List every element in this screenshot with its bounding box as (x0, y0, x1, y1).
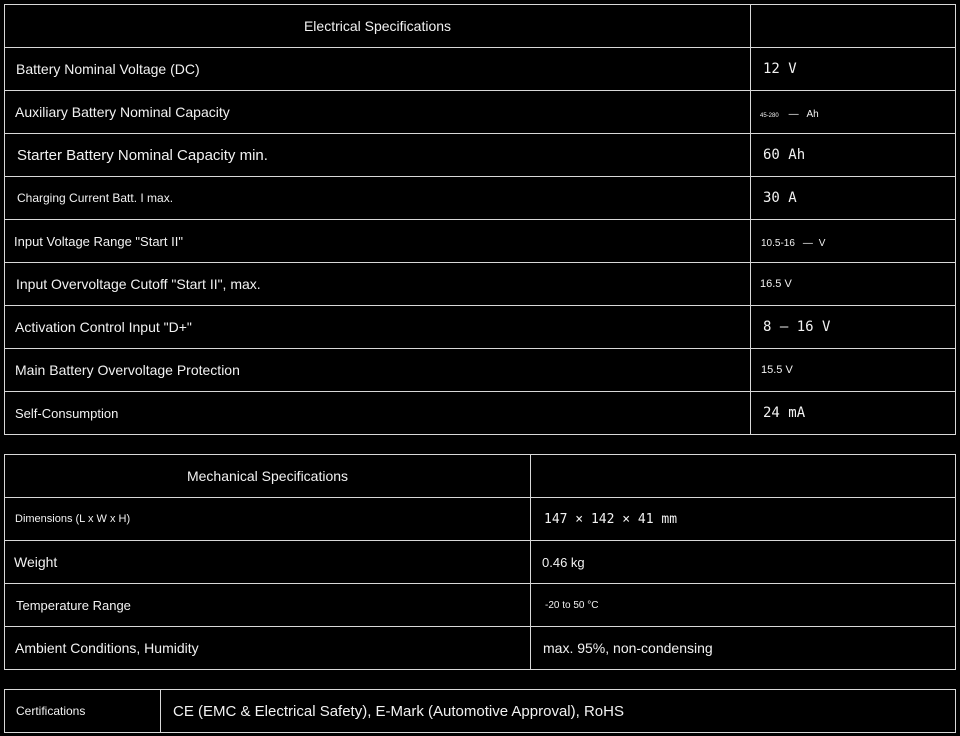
spec-value-range: 10.5-16 (761, 238, 795, 249)
table-row (5, 134, 956, 177)
table-row (5, 48, 956, 91)
table-row (5, 627, 956, 670)
spec-value: max. 95%, non-condensing (531, 627, 956, 670)
header-empty-cell (531, 455, 956, 498)
spec-value: 147 × 142 × 41 mm (531, 498, 956, 541)
spec-label: Starter Battery Nominal Capacity min. (5, 134, 751, 177)
table-header-row (5, 5, 956, 48)
spec-value (751, 220, 956, 263)
spec-label: Dimensions (L x W x H) (5, 498, 531, 541)
electrical-specifications-table (4, 4, 956, 435)
spec-label: Temperature Range (5, 584, 531, 627)
spec-label: Self-Consumption (5, 392, 751, 435)
spec-label: Auxiliary Battery Nominal Capacity (5, 91, 751, 134)
spec-value: -20 to 50 °C (531, 584, 956, 627)
table-row (5, 91, 956, 134)
certifications-value: CE (EMC & Electrical Safety), E-Mark (Automotive Approval), RoHS (161, 690, 956, 733)
spec-value-unit: V (818, 238, 826, 249)
spec-value: 60 Ah (751, 134, 956, 177)
spec-label: Activation Control Input "D+" (5, 306, 751, 349)
spec-label: Ambient Conditions, Humidity (5, 627, 531, 670)
spec-value-unit: Ah (806, 109, 819, 120)
spec-value: 15.5 V (751, 349, 956, 392)
table-row (5, 690, 956, 733)
spec-label: Charging Current Batt. I max. (5, 177, 751, 220)
mechanical-specifications-table (4, 454, 956, 670)
certifications-label: Certifications (5, 690, 161, 733)
table-row (5, 541, 956, 584)
spec-label: Input Voltage Range "Start II" (5, 220, 751, 263)
spec-label: Main Battery Overvoltage Protection (5, 349, 751, 392)
spec-label: Weight (5, 541, 531, 584)
table-row (5, 584, 956, 627)
spec-label: Input Overvoltage Cutoff "Start II", max. (5, 263, 751, 306)
mechanical-specifications-title: Mechanical Specifications (5, 455, 531, 498)
spec-value: 0.46 kg (531, 541, 956, 584)
table-row (5, 263, 956, 306)
spec-value: 8 — 16 V (751, 306, 956, 349)
spec-value: 30 A (751, 177, 956, 220)
header-empty-cell (751, 5, 956, 48)
spec-value: 12 V (751, 48, 956, 91)
spec-value-dash: — (802, 238, 813, 249)
table-row (5, 177, 956, 220)
spec-value (751, 91, 956, 134)
table-row (5, 392, 956, 435)
electrical-specifications-title: Electrical Specifications (5, 5, 751, 48)
spec-value-dash: — (788, 109, 799, 120)
spec-value: 16.5 V (751, 263, 956, 306)
table-row (5, 220, 956, 263)
table-row (5, 306, 956, 349)
spec-value-range: 45-280 (760, 113, 779, 119)
spec-value: 24 mA (751, 392, 956, 435)
certifications-table (4, 689, 956, 733)
table-header-row (5, 455, 956, 498)
spec-label: Battery Nominal Voltage (DC) (5, 48, 751, 91)
table-row (5, 498, 956, 541)
table-row (5, 349, 956, 392)
